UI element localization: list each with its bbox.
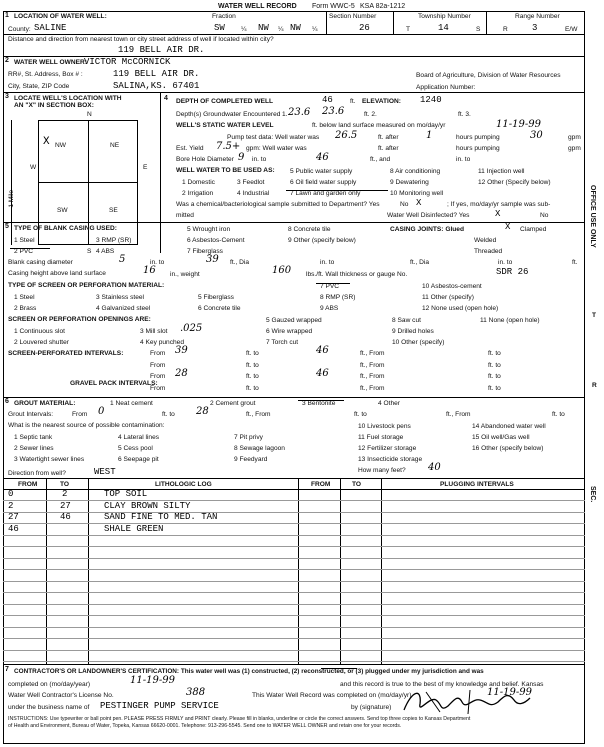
to-label: ft. to [488,362,501,369]
joints-label: CASING JOINTS: Glued [390,226,465,233]
disinfected-label: Water Well Disinfected? Yes [387,212,470,219]
hours-value: 1 [426,130,433,141]
cs-1: 1 Septic tank [14,434,53,441]
sm-11: 11 Other (specify) [422,294,474,301]
sm-7: 7 PVC [320,283,340,290]
grout-3: 3 Bentonite [302,400,336,407]
grout-intervals-label: Grout Intervals: [8,411,54,418]
sm-12: 12 None used (open hole) [422,305,499,312]
in-to-2: in. to [320,259,335,266]
hours-pumping: hours pumping [456,145,500,152]
ew-label: E/W [565,26,578,33]
to-label: ft. to [246,385,259,392]
lbs-label: lbs./ft. Wall thickness or gauge No. [306,271,408,278]
record-text: and this record is true to the best of my knowledge and belief. Kansas [340,681,544,688]
sm-3: 3 Stainless steel [96,294,145,301]
bore-to: 46 [316,152,329,163]
s-label: S [476,26,481,33]
section-label: Section Number [329,13,377,20]
direction-value: WEST [94,467,116,477]
s2-num: 2 [5,57,9,64]
use-9: 9 Dewatering [390,179,429,186]
sw-label: SW [57,207,68,214]
log-rule-line [3,535,585,536]
ftf-label: ft., From [360,373,385,380]
log-rule-line [3,546,585,547]
gw-value-1: 23.6 [288,107,311,118]
ft-label: ft. [572,259,578,266]
blank-label: Blank casing diameter [8,259,73,266]
gpm-value: 30 [530,130,543,141]
fraction-label: Fraction [212,13,236,20]
howmany-label: How many feet? [358,467,406,474]
weight-label: in., weight [170,271,200,278]
range-value: 3 [532,23,538,33]
casing-2-underline [10,248,50,249]
mitted-label: mitted [176,212,194,219]
clamped-label: Clamped [520,226,547,233]
log-rule-line [3,523,585,524]
side-t: T [592,312,597,319]
side-r: R [592,382,597,389]
in-to: in. to [150,259,165,266]
cs-9: 9 Feedyard [234,456,268,463]
log-rule-line [3,581,585,582]
log-rule-line [3,650,585,651]
from-label: From [150,350,166,357]
completed2-date: 11-19-99 [487,687,532,698]
quarter-3: NW [290,23,301,33]
static-date: 11-19-99 [496,119,541,130]
se-label: SE [109,207,118,214]
quarter-1: SW [214,23,225,33]
use-8: 8 Air conditioning [390,168,441,175]
op-8: 8 Saw cut [392,317,421,324]
from-label: From [150,373,166,380]
cs-10: 10 Livestock pens [358,423,411,430]
log-rule-line [3,615,585,616]
quarter-symbol: ¼ [278,26,284,33]
use-2: 2 Irrigation [182,190,214,197]
signature-label: by (signature) [351,704,392,711]
to-label: ft. to [246,350,259,357]
use-label: WELL WATER TO BE USED AS: [176,167,275,174]
cs-11: 11 Fuel storage [358,434,404,441]
direction-label: Direction from well? [8,470,66,477]
sm-9: 9 ABS [320,305,339,312]
mill-slot-value: .025 [180,323,203,334]
gp-label: GRAVEL PACK INTERVALS: [70,380,158,387]
gi-from: 0 [98,406,105,417]
bore-label: Bore Hole Diameter [176,156,234,163]
height-label: Casing height above land surface [8,270,106,277]
elevation-value: 1240 [420,95,442,105]
op-1: 1 Continuous slot [14,328,65,335]
use-4: 4 Industrial [237,190,270,197]
rr-label: RR#, St. Address, Box # : [8,71,83,78]
gi-to: 28 [196,406,209,417]
log-rule-line [3,661,585,662]
cs-4: 4 Lateral lines [118,434,160,441]
casing-3: 3 RMP (SR) [96,237,132,244]
log-from-header: FROM [18,481,38,488]
owner-label: WATER WELL OWNER: [14,59,88,66]
s3-num: 3 [5,93,9,100]
depth-value: 46 [322,95,333,105]
spi-to: 46 [316,345,329,356]
casing-6: 6 Asbestos-Cement [187,237,245,244]
gp-from: 28 [175,368,188,379]
log-rule-line [3,569,585,570]
grout-4: 4 Other [378,400,400,407]
to-label: ft. to [246,373,259,380]
completed2-label: This Water Well Record was completed on (mo/day/yr) [252,692,412,699]
form-title: WATER WELL RECORD [218,3,297,10]
log-rule-line [3,627,585,628]
use-6: 6 Oil field water supply [290,179,357,186]
address-value: 119 BELL AIR DR. [118,45,205,55]
gw-3: ft. 3. [458,111,471,118]
west-label: W [30,164,37,171]
completed-label: completed on (mo/day/year) [8,681,91,688]
op-10: 10 Other (specify) [392,339,445,346]
township-value: 14 [438,23,449,33]
quarter-2: NW [258,23,269,33]
weight-value: 160 [272,265,292,276]
ksa-ref: KSA 82a-1212 [360,3,406,10]
spi-from: 39 [175,345,188,356]
blank-to: 39 [206,254,219,265]
yield-value: 7.5+ [216,141,241,152]
grout-1: 1 Neat cement [110,400,153,407]
distance-label: Distance and direction from nearest town or city street address of well if located within city? [8,36,274,43]
gw-value-2: 23.6 [322,106,345,117]
board-label: Board of Agriculture, Division of Water Resources [416,72,561,79]
cs-16: 16 Other (specify below) [472,445,544,452]
casing-1: 1 Steel [14,237,35,244]
sm-10: 10 Asbestos-cement [422,283,482,290]
log-row-from: 2 [8,501,14,511]
to-label: ft. to [552,411,565,418]
signature-image [400,686,540,716]
grout-2: 2 Cement grout [210,400,256,407]
s3-title2: AN "X" IN SECTION BOX: [14,102,94,109]
from-label: From [150,362,166,369]
chem-label: Was a chemical/bacteriological sample submitted to Department? Yes [176,201,380,208]
s1-label: LOCATION OF WATER WELL: [14,13,107,20]
casing-label: TYPE OF BLANK CASING USED: [14,225,117,232]
plug-to-header: TO [352,481,362,488]
application-label: Application Number: [416,84,476,91]
instructions-1: INSTRUCTIONS: Use typewriter or ball point pen. PLEASE PRESS FIRMLY and PRINT clearly. Please fill in blanks, underline or circle the correct answers. Send top three copies to Kansas Department [8,716,471,722]
license-value: 388 [186,687,206,698]
op-9: 9 Drilled holes [392,328,434,335]
in-to-3: in. to [498,259,513,266]
township-label: Township Number [418,13,471,20]
plug-from-header: FROM [311,481,331,488]
county-value: SALINE [34,23,67,33]
log-rule-line [3,500,585,501]
r-label: R [503,26,508,33]
joints-mark: X [505,222,511,232]
rr-value: 119 BELL AIR DR. [113,69,200,79]
to-label: ft. to [246,362,259,369]
yield-label: Est. Yield [176,145,204,152]
pump-label: Pump test data: Well water was [227,134,320,141]
elevation-label: ELEVATION: [362,98,401,105]
grout-3-underline [298,400,344,401]
nw-label: NW [55,142,66,149]
constructed-underline [321,668,357,669]
s3-title1: LOCATE WELL'S LOCATION WITH [14,95,122,102]
chem-tail: ; If yes, mo/day/yr sample was sub- [447,201,551,208]
gp-to: 46 [316,368,329,379]
use-12: 12 Other (Specify below) [478,179,551,186]
chem-no: No [400,201,409,208]
dia-label: ft., Dia [230,259,250,266]
log-row-from: 46 [8,524,19,534]
log-rule-line [3,512,585,513]
log-row-desc: SHALE GREEN [104,524,164,534]
casing-2: 2 PVC [14,248,34,255]
form-number: Form WWC-5 [312,3,355,10]
sm-4: 4 Galvanized steel [96,305,151,312]
log-rule-line [3,638,585,639]
cs-12: 12 Fertilizer storage [358,445,417,452]
sm-6: 6 Concrete tile [198,305,241,312]
screen-label: TYPE OF SCREEN OR PERFORATION MATERIAL: [8,282,165,289]
sm-7-underline [316,283,350,284]
sm-1: 1 Steel [14,294,35,301]
cert-text: CONTRACTOR'S OR LANDOWNER'S CERTIFICATION: This water well was (1) constructed, (2) reconstructed, or (3) plugged under my jurisdiction and was [14,668,484,675]
op-3: 3 Mill slot [140,328,168,335]
cs-15: 15 Oil well/Gas well [472,434,530,441]
bore-value: 9 [238,152,245,163]
casing-5: 5 Wrought iron [187,226,231,233]
after-label: ft. after [378,134,399,141]
op-6: 6 Wire wrapped [266,328,313,335]
sm-5: 5 Fiberglass [198,294,234,301]
spi-label: SCREEN-PERFORATED INTERVALS: [8,350,124,357]
sdr-value: SDR 26 [496,267,529,277]
s4-num: 4 [164,95,168,102]
city-value: SALINA,KS. 67401 [113,81,200,91]
height-value: 16 [143,265,156,276]
ftf-label: ft., From [360,362,385,369]
city-label: City, State, ZIP Code [8,83,70,90]
cs-14: 14 Abandoned water well [472,423,546,430]
from-label: From [150,385,166,392]
to-label: ft. to [488,385,501,392]
static-label: WELL'S STATIC WATER LEVEL [176,122,274,129]
op-2: 2 Louvered shutter [14,339,69,346]
op-4: 4 Key punched [140,339,184,346]
ftf-label: ft., From [246,411,271,418]
op-11: 11 None (open hole) [480,317,540,324]
cs-2: 2 Sewer lines [14,445,54,452]
log-row-from: 0 [8,489,14,499]
log-rule-line [3,592,585,593]
s7-num: 7 [5,666,9,673]
cs-6: 6 Seepage pit [118,456,159,463]
gw-2: ft. 2. [364,111,377,118]
sm-8: 8 RMP (SR) [320,294,356,301]
disinfected-mark: X [495,209,501,219]
ne-label: NE [110,142,120,149]
sm-2: 2 Brass [14,305,37,312]
east-label: E [143,164,148,171]
business-label: under the business name of [8,704,90,711]
s1-num: 1 [5,12,9,19]
op-7: 7 Torch cut [266,339,299,346]
casing-7: 7 Fiberglass [187,248,223,255]
office-use-label: OFFICE USE ONLY [589,185,596,248]
and-label: ft., and [370,156,391,163]
openings-label: SCREEN OR PERFORATION OPENINGS ARE: [8,316,151,323]
gpm-label: gpm [568,145,581,152]
to-label: ft. to [162,411,175,418]
side-sec: SEC. [589,486,596,503]
to-label: ft. to [488,350,501,357]
quarter-symbol: ¼ [241,26,247,33]
blank-value: 5 [119,254,126,265]
s6-num: 6 [5,398,9,405]
static-tail: ft. below land surface measured on mo/day/yr [312,122,446,129]
contamination-label: What is the nearest source of possible contamination: [8,422,165,429]
ft-dia: ft., Dia [410,259,430,266]
disinfected-no: No [540,212,549,219]
after-label: ft. after [378,145,399,152]
casing-8: 8 Concrete tile [288,226,331,233]
in-to: in. to [252,156,267,163]
completed-date: 11-19-99 [130,675,175,686]
south-label: S [87,248,92,255]
in-to-2: in. to [456,156,471,163]
section-value: 26 [359,23,370,33]
license-label: Water Well Contractor's License No. [8,692,114,699]
quarter-symbol: ¼ [312,26,318,33]
welded-label: Welded [474,237,497,244]
t-label: T [406,26,411,33]
yield-gpm: gpm: Well water was [246,145,307,152]
business-value: PESTINGER PUMP SERVICE [100,701,219,711]
log-row-desc: TOP SOIL [104,489,148,499]
log-row-desc: SAND FINE TO MED. TAN [104,512,218,522]
to-label: ft. to [354,411,367,418]
log-row-to: 46 [60,512,71,522]
gw-1: 1. [282,111,288,118]
log-rule-line [3,604,585,605]
cs-8: 8 Sewage lagoon [234,445,285,452]
howmany-value: 40 [428,462,441,473]
cs-7: 7 Pit privy [234,434,263,441]
ftf-label: ft., From [360,385,385,392]
cs-3: 3 Watertight sewer lines [14,456,85,463]
owner-value: VICTOR McCORNICK [84,57,171,67]
hours-pumping: hours pumping [456,134,500,141]
use-5: 5 Public water supply [290,168,353,175]
pump-value: 26.5 [335,130,358,141]
log-row-from: 27 [8,512,19,522]
casing-9: 9 Other (specify below) [288,237,356,244]
log-row-to: 27 [60,501,71,511]
log-row-to: 2 [62,489,68,499]
casing-4: 4 ABS [96,248,115,255]
plug-header: PLUGGING INTERVALS [440,481,514,488]
use-10: 10 Monitoring well [390,190,444,197]
threaded-label: Threaded [474,248,503,255]
use-7-underline [286,190,388,191]
cs-13: 13 Insecticide storage [358,456,423,463]
cs-5: 5 Cess pool [118,445,153,452]
county-label: County: [8,26,31,33]
log-litho-header: LITHOLOGIC LOG [155,481,212,488]
chem-mark: X [416,198,422,208]
op-5: 5 Gauzed wrapped [266,317,322,324]
log-rule-line [3,558,585,559]
log-to-header: TO [60,481,70,488]
ftf-label: ft., From [446,411,471,418]
range-label: Range Number [515,13,560,20]
location-mark: X [43,136,50,148]
use-7: 7 Lawn and garden only [290,190,361,197]
from-label: From [72,411,88,418]
instructions-2: of Health and Environment, Bureau of Water, Topeka, Kansas 66620-0001. Telephone: 913-296-5545. Send one to WATER WELL OWNER and retain one for your records. [8,723,402,729]
north-label: N [87,111,92,118]
grout-label: GROUT MATERIAL: [14,400,76,407]
to-label: ft. to [488,373,501,380]
use-1: 1 Domestic [182,179,215,186]
use-3: 3 Feedlot [237,179,265,186]
ft-label: ft. [350,98,356,105]
groundwater-label: Depth(s) Groundwater Encountered [176,111,281,118]
gpm-label: gpm [568,134,581,141]
log-row-desc: CLAY BROWN SILTY [104,501,191,511]
depth-label: DEPTH OF COMPLETED WELL [176,98,274,105]
use-11: 11 Injection well [478,168,525,175]
s5-num: 5 [5,223,9,230]
ftf-label: ft., From [360,350,385,357]
